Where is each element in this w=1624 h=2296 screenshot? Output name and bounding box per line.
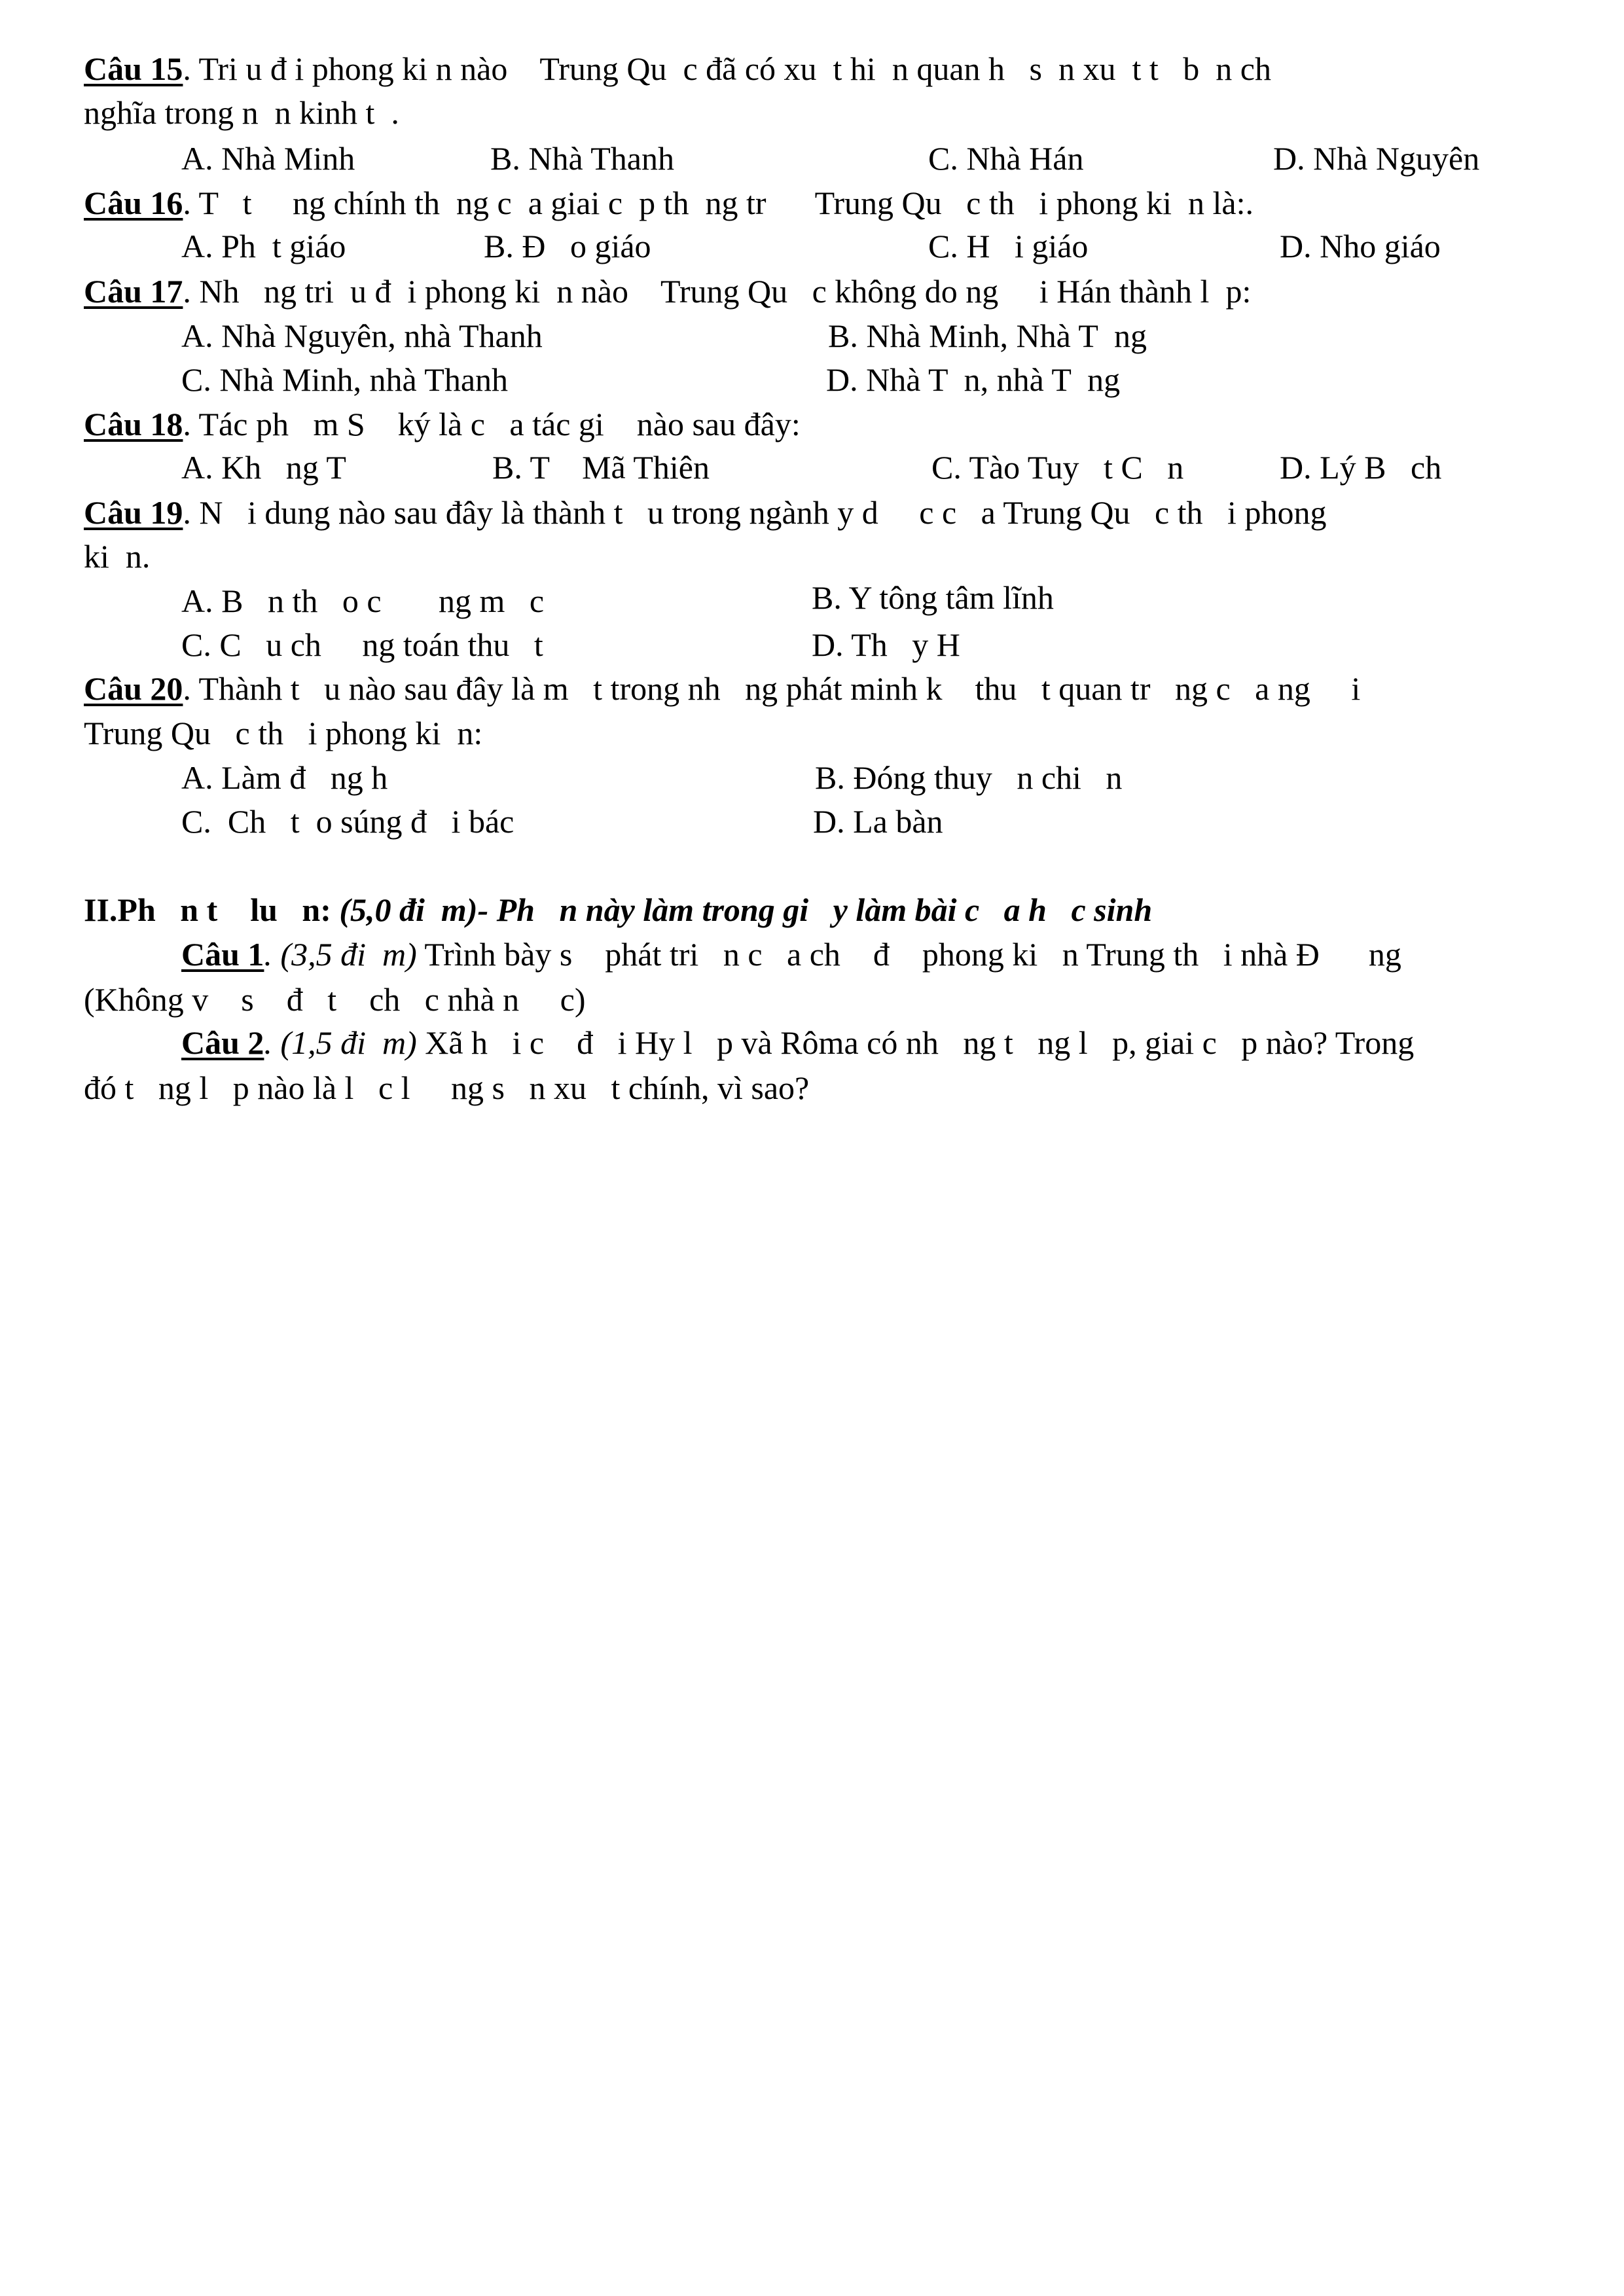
essay1-line2 <box>84 980 586 1019</box>
q20-option-b: B. Đóng thuy n chi n <box>815 759 1123 796</box>
q17-text: . Nh ng tri u đ i phong ki n nào Trung Qu c không do ng i Hán thành l p: <box>183 273 1252 310</box>
q15-option-a: A. Nhà Minh <box>181 140 355 177</box>
q19-text-cont: ki n. <box>84 538 151 575</box>
q17-number: Câu 17 <box>84 273 183 310</box>
essay1-text-cont: (Không v s đ t ch c nhà n c) <box>84 981 586 1018</box>
essay1-text: Trình bày s phát tri n c a ch đ phong ki n Trung th i nhà Đ ng <box>416 936 1401 973</box>
q18-option-d: D. Lý B ch <box>1280 449 1442 486</box>
q19-line1 <box>84 493 1326 532</box>
essay1-points: . (3,5 đi m) <box>264 936 417 973</box>
part2-colon: : <box>320 891 340 928</box>
q15-line2 <box>84 93 399 132</box>
q17-option-c: C. Nhà Minh, nhà Thanh <box>181 361 509 398</box>
q20-text-cont: Trung Qu c th i phong ki n: <box>84 715 483 751</box>
essay2-number: Câu 2 <box>181 1024 264 1061</box>
q20-option-c: C. Ch t o súng đ i bác <box>181 803 514 840</box>
q18-text: . Tác ph m S ký là c a tác gi nào sau đây: <box>183 406 801 442</box>
q20-number: Câu 20 <box>84 670 183 707</box>
essay2-line2 <box>84 1068 809 1107</box>
part2-title: II.Ph n t lu n <box>84 891 321 928</box>
q19-text: . N i dung nào sau đây là thành t u trong ngành y d c c a Trung Qu c th i phong <box>183 494 1327 531</box>
q16-line1 <box>84 183 1254 223</box>
essay2-points: . (1,5 đi m) <box>264 1024 417 1061</box>
q20-option-d: D. La bàn <box>813 803 943 840</box>
q17-option-d: D. Nhà T n, nhà T ng <box>826 361 1121 398</box>
q19-number: Câu 19 <box>84 494 183 531</box>
part2-heading <box>84 890 1152 929</box>
q18-option-b: B. T Mã Thiên <box>492 449 710 486</box>
q20-text: . Thành t u nào sau đây là m t trong nh ng phát minh k thu t quan tr ng c a ng i <box>183 670 1361 707</box>
q16-number: Câu 16 <box>84 185 183 221</box>
essay2-line1 <box>181 1023 1414 1062</box>
q16-option-d: D. Nho giáo <box>1280 228 1441 264</box>
q15-option-c: C. Nhà Hán <box>928 140 1084 177</box>
q15-option-d: D. Nhà Nguyên <box>1273 140 1480 177</box>
q15-text: . Tri u đ i phong ki n nào Trung Qu c đã có xu t hi n quan h s n xu t t b n ch <box>183 50 1271 87</box>
q17-option-a: A. Nhà Nguyên, nhà Thanh <box>181 317 543 354</box>
q19-option-a: A. B n th o c ng m c <box>181 583 545 619</box>
q16-option-c: C. H i giáo <box>928 228 1089 264</box>
q18-number: Câu 18 <box>84 406 183 442</box>
q16-option-b: B. Đ o giáo <box>484 228 651 264</box>
q20-line2 <box>84 713 482 753</box>
essay2-text-cont: đó t ng l p nào là l c l ng s n xu t chính, vì sao? <box>84 1069 810 1106</box>
q15-line1 <box>84 49 1271 88</box>
q18-option-a: A. Kh ng T <box>181 449 346 486</box>
essay2-text: Xã h i c đ i Hy l p và Rôma có nh ng t ng l p, giai c p nào? Trong <box>416 1024 1415 1061</box>
q19-option-b: B. Y tông tâm lĩnh <box>812 579 1054 616</box>
q17-option-b: B. Nhà Minh, Nhà T ng <box>828 317 1147 354</box>
q15-number: Câu 15 <box>84 50 183 87</box>
q15-text-cont: nghĩa trong n n kinh t . <box>84 94 399 131</box>
q18-option-c: C. Tào Tuy t C n <box>931 449 1184 486</box>
q16-option-a: A. Ph t giáo <box>181 228 346 264</box>
q16-text: . T t ng chính th ng c a giai c p th ng tr Trung Qu c th i phong ki n là:. <box>183 185 1254 221</box>
q20-line1 <box>84 669 1360 708</box>
q15-option-b: B. Nhà Thanh <box>490 140 674 177</box>
essay1-number: Câu 1 <box>181 936 264 973</box>
q19-line2 <box>84 537 150 576</box>
q18-line1 <box>84 404 801 444</box>
essay1-line1 <box>181 935 1401 974</box>
q17-line1 <box>84 272 1251 311</box>
part2-subtitle: (5,0 đi m)- Ph n này làm trong gi y làm bài c a h c sinh <box>339 891 1153 928</box>
q19-option-d: D. Th y H <box>812 626 960 663</box>
q20-option-a: A. Làm đ ng h <box>181 759 388 796</box>
q19-option-c: C. C u ch ng toán thu t <box>181 626 543 663</box>
